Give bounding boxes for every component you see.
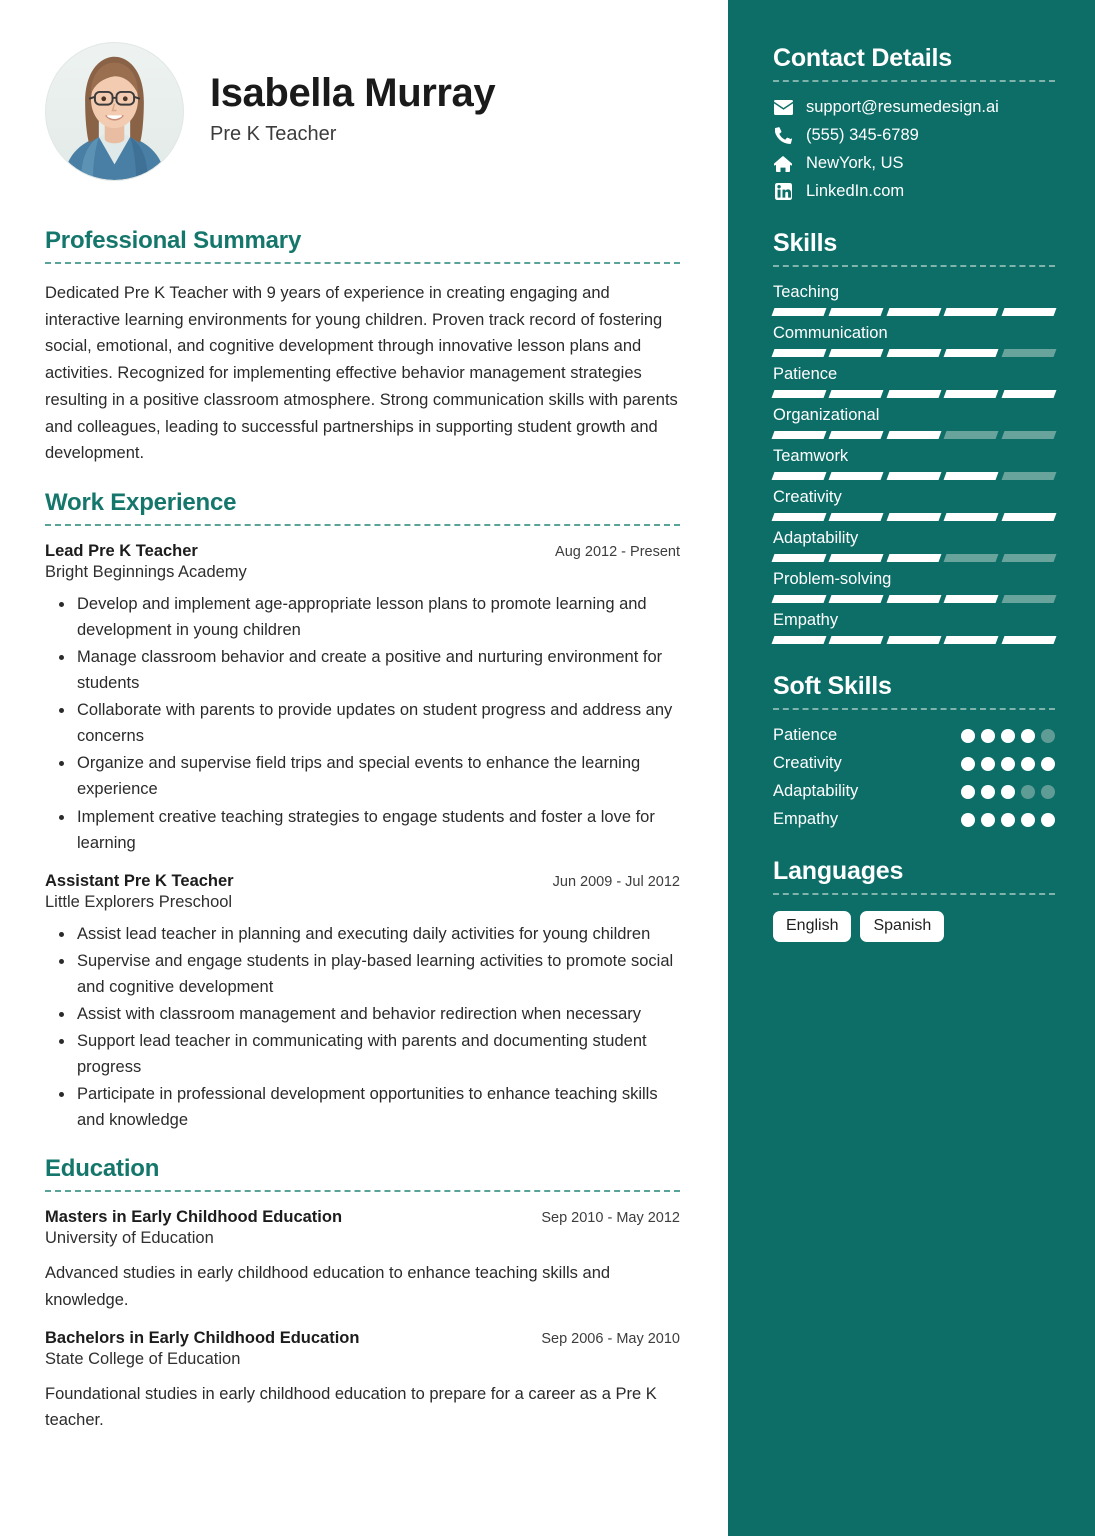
skill-label: Teamwork — [773, 447, 849, 465]
skill-segment — [1001, 595, 1056, 603]
skill-segment — [772, 308, 827, 316]
experience-entry — [45, 872, 680, 1134]
soft-skill-dot — [1021, 785, 1035, 799]
skill-segment — [944, 349, 999, 357]
skill-segment — [944, 636, 999, 644]
contact-value: (555) 345-6789 — [806, 126, 919, 144]
skill-item — [773, 611, 1055, 644]
skill-level-bar — [773, 636, 1055, 644]
experience-date-range: Jun 2009 - Jul 2012 — [552, 873, 680, 890]
skill-level-bar — [773, 595, 1055, 603]
experience-job-title: Assistant Pre K Teacher — [45, 871, 234, 890]
soft-skill-dot — [981, 757, 995, 771]
experience-bullet: Develop and implement age-appropriate lesson plans to promote learning and development in young children — [45, 591, 680, 643]
soft-skill-dot — [981, 729, 995, 743]
soft-skill-dot — [1041, 729, 1055, 743]
skill-level-bar — [773, 431, 1055, 439]
skill-segment — [944, 431, 999, 439]
skill-segment — [829, 472, 884, 480]
experience-bullet-list — [45, 591, 680, 856]
contact-item[interactable] — [773, 182, 1055, 201]
skill-segment — [829, 636, 884, 644]
experience-entry-header — [45, 872, 680, 891]
languages-section — [773, 857, 1055, 942]
soft-skill-dot — [981, 813, 995, 827]
skill-segment — [772, 431, 827, 439]
education-description: Advanced studies in early childhood education to enhance teaching skills and knowledge. — [45, 1264, 611, 1309]
summary-heading: Professional Summary — [45, 227, 302, 254]
experience-divider — [45, 524, 680, 526]
skill-segment — [1001, 472, 1056, 480]
education-date-range: Sep 2006 - May 2010 — [541, 1330, 680, 1347]
soft-skill-dot — [1001, 785, 1015, 799]
skill-label: Problem-solving — [773, 570, 892, 588]
experience-bullet: Implement creative teaching strategies to engage students and foster a love for learning — [45, 804, 680, 856]
experience-bullet: Participate in professional development opportunities to enhance teaching skills and knowledge — [45, 1081, 680, 1133]
skills-list — [773, 283, 1055, 644]
soft-skill-item — [773, 726, 1055, 745]
education-entry — [45, 1208, 680, 1313]
soft-skill-dot — [1041, 785, 1055, 799]
soft-skill-label: Adaptability — [773, 782, 859, 800]
soft-skills-divider — [773, 708, 1055, 710]
skill-item — [773, 324, 1055, 357]
page-title: Isabella Murray — [210, 71, 496, 116]
skill-segment — [944, 595, 999, 603]
soft-skill-dot — [961, 757, 975, 771]
skill-segment — [944, 308, 999, 316]
skill-level-bar — [773, 390, 1055, 398]
summary-text: Dedicated Pre K Teacher with 9 years of experience in creating engaging and interactive learning environments for young children. Proven track record of fostering social, emotional, and cognitive development through innovative lesson plans and activities. Recognized for implementing effective behavior management strategies resulting in a positive classroom atmosphere. Strong communication skills with parents and colleagues, leading to successful partnerships in supporting student growth and development. — [45, 284, 678, 463]
skill-segment — [829, 349, 884, 357]
soft-skill-dot — [1021, 757, 1035, 771]
skill-segment — [829, 390, 884, 398]
skill-segment — [1001, 636, 1056, 644]
skill-segment — [1001, 513, 1056, 521]
contact-list — [773, 98, 1055, 201]
education-entry-header — [45, 1208, 680, 1227]
soft-skill-item — [773, 754, 1055, 773]
contact-item[interactable] — [773, 98, 1055, 117]
languages-divider — [773, 893, 1055, 895]
skills-heading: Skills — [773, 229, 838, 257]
skill-item — [773, 406, 1055, 439]
skill-segment — [772, 390, 827, 398]
experience-heading: Work Experience — [45, 489, 237, 517]
soft-skill-dot — [1021, 813, 1035, 827]
summary-section — [45, 227, 680, 467]
skill-label: Organizational — [773, 406, 880, 424]
sidebar — [728, 0, 1095, 1536]
skill-level-bar — [773, 472, 1055, 480]
skill-label: Teaching — [773, 283, 840, 301]
soft-skill-dot — [981, 785, 995, 799]
experience-date-range: Aug 2012 - Present — [555, 544, 680, 561]
soft-skill-item — [773, 782, 1055, 801]
skill-segment — [886, 308, 941, 316]
contact-heading: Contact Details — [773, 44, 952, 72]
experience-bullet: Assist lead teacher in planning and executing daily activities for young children — [45, 921, 680, 947]
experience-bullet: Organize and supervise field trips and special events to enhance the learning experience — [45, 750, 680, 802]
soft-skill-dot — [1001, 813, 1015, 827]
soft-skill-dot — [961, 729, 975, 743]
contact-divider — [773, 80, 1055, 82]
contact-value: LinkedIn.com — [806, 182, 905, 200]
skill-segment — [944, 472, 999, 480]
skill-segment — [1001, 431, 1056, 439]
skill-segment — [1001, 554, 1056, 562]
phone-icon — [773, 127, 793, 145]
soft-skill-item — [773, 810, 1055, 829]
skill-segment — [886, 636, 941, 644]
soft-skills-section — [773, 672, 1055, 829]
soft-skill-dot — [1041, 757, 1055, 771]
skill-level-bar — [773, 349, 1055, 357]
envelope-icon — [773, 99, 793, 117]
languages-list — [773, 911, 1055, 942]
skill-item — [773, 283, 1055, 316]
soft-skill-dot — [1021, 729, 1035, 743]
soft-skill-dot — [1041, 813, 1055, 827]
skill-segment — [886, 390, 941, 398]
soft-skills-heading: Soft Skills — [773, 672, 892, 700]
education-heading: Education — [45, 1155, 160, 1183]
soft-skill-label: Patience — [773, 726, 838, 744]
skill-segment — [829, 595, 884, 603]
skill-label: Empathy — [773, 611, 839, 629]
skill-segment — [1001, 349, 1056, 357]
skill-segment — [772, 513, 827, 521]
language-tag: English — [773, 911, 851, 942]
contact-value: NewYork, US — [806, 154, 904, 172]
experience-company: Bright Beginnings Academy — [45, 563, 247, 582]
skill-label: Adaptability — [773, 529, 859, 547]
soft-skill-rating — [961, 757, 1055, 771]
skill-segment — [1001, 308, 1056, 316]
experience-company: Little Explorers Preschool — [45, 892, 233, 911]
skill-item — [773, 447, 1055, 480]
skill-item — [773, 488, 1055, 521]
skill-label: Communication — [773, 324, 888, 342]
soft-skill-label: Creativity — [773, 754, 842, 772]
contact-section — [773, 44, 1055, 201]
identity-block — [210, 71, 495, 152]
skill-segment — [944, 513, 999, 521]
experience-section — [45, 489, 680, 1133]
skill-label: Patience — [773, 365, 838, 383]
skill-segment — [886, 595, 941, 603]
skill-segment — [772, 349, 827, 357]
skill-item — [773, 365, 1055, 398]
education-date-range: Sep 2010 - May 2012 — [541, 1210, 680, 1227]
experience-entry — [45, 542, 680, 856]
skill-segment — [772, 636, 827, 644]
education-divider — [45, 1190, 680, 1192]
skill-segment — [944, 390, 999, 398]
experience-bullet-list — [45, 921, 680, 1134]
education-degree: Masters in Early Childhood Education — [45, 1208, 343, 1227]
skill-segment — [829, 513, 884, 521]
education-entry-header — [45, 1329, 680, 1348]
experience-list — [45, 542, 680, 1133]
skill-segment — [886, 431, 941, 439]
skills-divider — [773, 265, 1055, 267]
skill-segment — [1001, 390, 1056, 398]
skill-level-bar — [773, 308, 1055, 316]
skill-item — [773, 529, 1055, 562]
profile-photo-illustration — [46, 43, 183, 180]
education-degree: Bachelors in Early Childhood Education — [45, 1328, 360, 1347]
contact-value: support@resumedesign.ai — [806, 98, 999, 116]
soft-skill-rating — [961, 813, 1055, 827]
soft-skill-rating — [961, 729, 1055, 743]
skill-segment — [829, 554, 884, 562]
languages-heading: Languages — [773, 857, 904, 885]
soft-skill-dot — [1001, 757, 1015, 771]
summary-divider — [45, 262, 680, 264]
education-entry — [45, 1329, 680, 1434]
soft-skill-label: Empathy — [773, 810, 839, 828]
skill-segment — [772, 595, 827, 603]
avatar — [45, 42, 184, 181]
skill-segment — [944, 554, 999, 562]
education-institution: University of Education — [45, 1229, 214, 1248]
skill-segment — [886, 513, 941, 521]
resume-header — [45, 42, 680, 181]
skill-level-bar — [773, 554, 1055, 562]
skill-segment — [886, 472, 941, 480]
linkedin-icon — [773, 183, 793, 201]
contact-item[interactable] — [773, 154, 1055, 173]
job-role: Pre K Teacher — [210, 122, 337, 145]
skill-segment — [829, 308, 884, 316]
language-tag: Spanish — [860, 911, 944, 942]
experience-entry-header — [45, 542, 680, 561]
soft-skill-dot — [961, 813, 975, 827]
education-description: Foundational studies in early childhood education to prepare for a career as a Pre K teacher. — [45, 1384, 657, 1430]
soft-skills-list — [773, 726, 1055, 829]
skills-section — [773, 229, 1055, 644]
experience-bullet: Support lead teacher in communicating with parents and documenting student progress — [45, 1028, 680, 1080]
skill-segment — [772, 472, 827, 480]
skill-segment — [886, 349, 941, 357]
home-icon — [773, 155, 793, 173]
skill-item — [773, 570, 1055, 603]
skill-level-bar — [773, 513, 1055, 521]
contact-item[interactable] — [773, 126, 1055, 145]
education-section — [45, 1155, 680, 1434]
education-institution: State College of Education — [45, 1349, 241, 1368]
soft-skill-rating — [961, 785, 1055, 799]
soft-skill-dot — [1001, 729, 1015, 743]
experience-bullet: Supervise and engage students in play-based learning activities to promote social and cognitive development — [45, 948, 680, 1000]
education-list — [45, 1208, 680, 1434]
skill-segment — [829, 431, 884, 439]
skill-segment — [772, 554, 827, 562]
experience-bullet: Manage classroom behavior and create a positive and nurturing environment for students — [45, 644, 680, 696]
skill-label: Creativity — [773, 488, 842, 506]
experience-job-title: Lead Pre K Teacher — [45, 542, 198, 561]
soft-skill-dot — [961, 785, 975, 799]
skill-segment — [886, 554, 941, 562]
experience-bullet: Collaborate with parents to provide updates on student progress and address any concerns — [45, 697, 680, 749]
experience-bullet: Assist with classroom management and behavior redirection when necessary — [45, 1001, 680, 1027]
